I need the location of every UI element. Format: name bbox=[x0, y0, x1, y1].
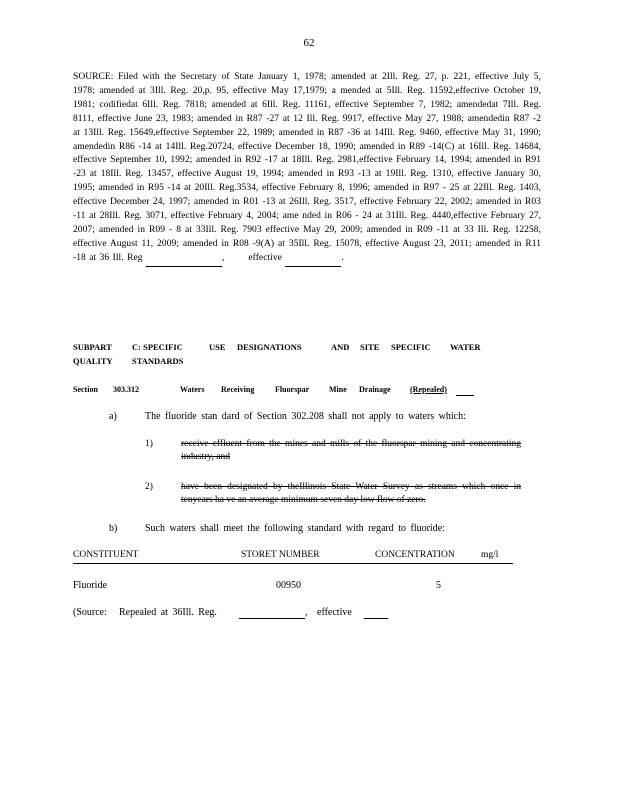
paragraph-b-text: Such waters shall meet the following standard with regard to fluoride: bbox=[145, 523, 445, 534]
blank-line bbox=[364, 607, 388, 619]
source-sep: , bbox=[221, 252, 225, 263]
source-end: . bbox=[341, 252, 344, 263]
table-header bbox=[73, 550, 513, 564]
document-page: 62 SOURCE: Filed with the Secretary of State January 1, 1978; amended at 2Ill. Reg. 27, p. 221, effective July 5, 1978; amended at 3Ill. Reg. 20,p. 95, effective May 17,1979; a mended at 5Ill. Reg. 11592,effective October 19, 1981; codifiedat 6Ill. Reg. 7818; amended at 6Ill. Reg. 11161, effective September 7, 1982; amendedat 7Ill. Reg. 8111, effective June 23, 1983; amended in R87 -27 at 12 Ill. Reg. 9917, effective May 27, 1988; amendedin R87 -2 at 13Ill. Reg. 15649,effective September 22, 1989; amended in R87 -36 at 14Ill. Reg. 9460, effective May 31, 1990; amendedin R86 -14 at 14Ill. Reg.20724, effective December 18, 1990; amended in R89 -14(C) at 16Ill. Reg. 14684, effective September 10, 1992; amended in R92 -17 at 18Ill. Reg. 2981,effective February 14, 1994; amended in R91 -23 at 18Ill. Reg. 13457, effective August 19, 1994; amended in R93 -13 at 19Ill. Reg. 1310, effective January 30, 1995; amended in R95 -14 at 20Ill. Reg.3534, effective February 8, 1996; amended in R97 - 25 at 22Ill. Reg. 1403, effective December 24, 1997; amended in R01 -13 at 26Ill. Reg. 3517, effective February 22, 2002; amended in R03 -11 at 28Ill. Reg. 3071, effective February 4, 2004; ame nded in R06 - 24 at 31Ill. Reg. 4440,effective February 27, 2007; amended in R09 - 8 at 33Ill. Reg. 7903 effective May 29, 2009; amended in R09 -11 at 33 Ill. Reg. 12258, effective August 11, 2009; amended in R08 -9(A) at 35Ill. Reg. 15078, effective August 23, 2011; amended in R11 -18 at 36 Ill. Reg , effective . SUBPART C: SPECIFIC USE DESIGNATIONS AND SITE SPECIFIC WATER QUALITY STANDARDS Section 303.312 Waters Receiving Fluorspar Mine Drainage (Repealed) a) The fluoride stan dard of Section 302.208 shall not apply to waters which: 1) receive effluent from the mines and mills of the fluorspar mining and concentrating industry, and 2) have been designated by theIllinois State Water Survey as streams which once in tenyears ha ve an average minimum seven day low flow of zero. b) Such waters shall meet the following standard with regard to fluoride: CONSTITUENT STORET NUMBER CONCENTRATION mg/l Fluoride 00950 5 (Source: Repealed at 36Ill. Reg. , effective bbox=[0, 0, 618, 800]
header-storet: STORET NUMBER bbox=[241, 550, 320, 560]
blank-line bbox=[285, 252, 344, 267]
header-constituent: CONSTITUENT bbox=[73, 550, 139, 560]
page-number: 62 bbox=[303, 37, 315, 49]
blank-line bbox=[239, 607, 305, 619]
paragraph-b-marker: b) bbox=[109, 523, 118, 534]
table-rule bbox=[73, 563, 513, 564]
list-item: 1) receive effluent from the mines and mills of the fluorspar mining and concentrating industry, and bbox=[145, 439, 521, 462]
subpart-heading: SUBPART C: SPECIFIC USE DESIGNATIONS AND SITE SPECIFIC WATER QUALITY STANDARDS bbox=[73, 342, 481, 366]
header-concentration: CONCENTRATION bbox=[375, 550, 455, 560]
paragraph-a-text: The fluoride stan dard of Section 302.208 shall not apply to waters which: bbox=[145, 411, 466, 422]
cell-constituent: Fluoride bbox=[73, 580, 107, 591]
source-effective: effective bbox=[248, 252, 282, 263]
source-note bbox=[73, 71, 541, 267]
cell-storet: 00950 bbox=[276, 580, 301, 591]
cell-concentration: 5 bbox=[436, 580, 441, 591]
header-unit: mg/l bbox=[481, 550, 499, 560]
paragraph-a-marker: a) bbox=[109, 411, 117, 422]
blank-line bbox=[146, 252, 225, 267]
list-item: 2) have been designated by theIllinois State Water Survey as streams which once in tenyears ha ve an average minimum seven day low flow of zero. bbox=[145, 482, 521, 505]
source-text: SOURCE: Filed with the Secretary of State January 1, 1978; amended at 2Ill. Reg. 27, p. 221, effective July 5, 1978; amended at 3Ill. Reg. 20,p. 95, effective May 17,1979; a mended at 5Ill. Reg. 11592,effective October 19, 1981; codifiedat 6Ill. Reg. 7818; amended at 6Ill. Reg. 11161, effective September 7, 1982; amendedat 7Ill. Reg. 8111, effective June 23, 1983; amended in R87 -27 at 12 Ill. Reg. 9917, effective May 27, 1988; amendedin R87 -2 at 13Ill. Reg. 15649,effective September 22, 1989; amended in R87 -36 at 14Ill. Reg. 9460, effective May 31, 1990; amendedin R86 -14 at 14Ill. Reg.20724, effective December 18, 1990; amended in R89 -14(C) at 16Ill. Reg. 14684, effective September 10, 1992; amended in R92 -17 at 18Ill. Reg. 2981,effective February 14, 1994; amended in R91 -23 at 18Ill. Reg. 13457, effective August 19, 1994; amended in R93 -13 at 19Ill. Reg. 1310, effective January 30, 1995; amended in R95 -14 at 20Ill. Reg.3534, effective February 8, 1996; amended in R97 - 25 at 22Ill. Reg. 1403, effective December 24, 1997; amended in R01 -13 at 26Ill. Reg. 3517, effective February 22, 2002; amended in R03 -11 at 28Ill. Reg. 3071, effective February 4, 2004; ame nded in R06 - 24 at 31Ill. Reg. 4440,effective February 27, 2007; amended in R09 - 8 at 33Ill. Reg. 7903 effective May 29, 2009; amended in R09 -11 at 33 Ill. Reg. 12258, effective August 11, 2009; amended in R08 -9(A) at 35Ill. Reg. 15078, effective August 23, 2011; amended in R11 -18 at 36 Ill. Reg bbox=[73, 72, 541, 263]
